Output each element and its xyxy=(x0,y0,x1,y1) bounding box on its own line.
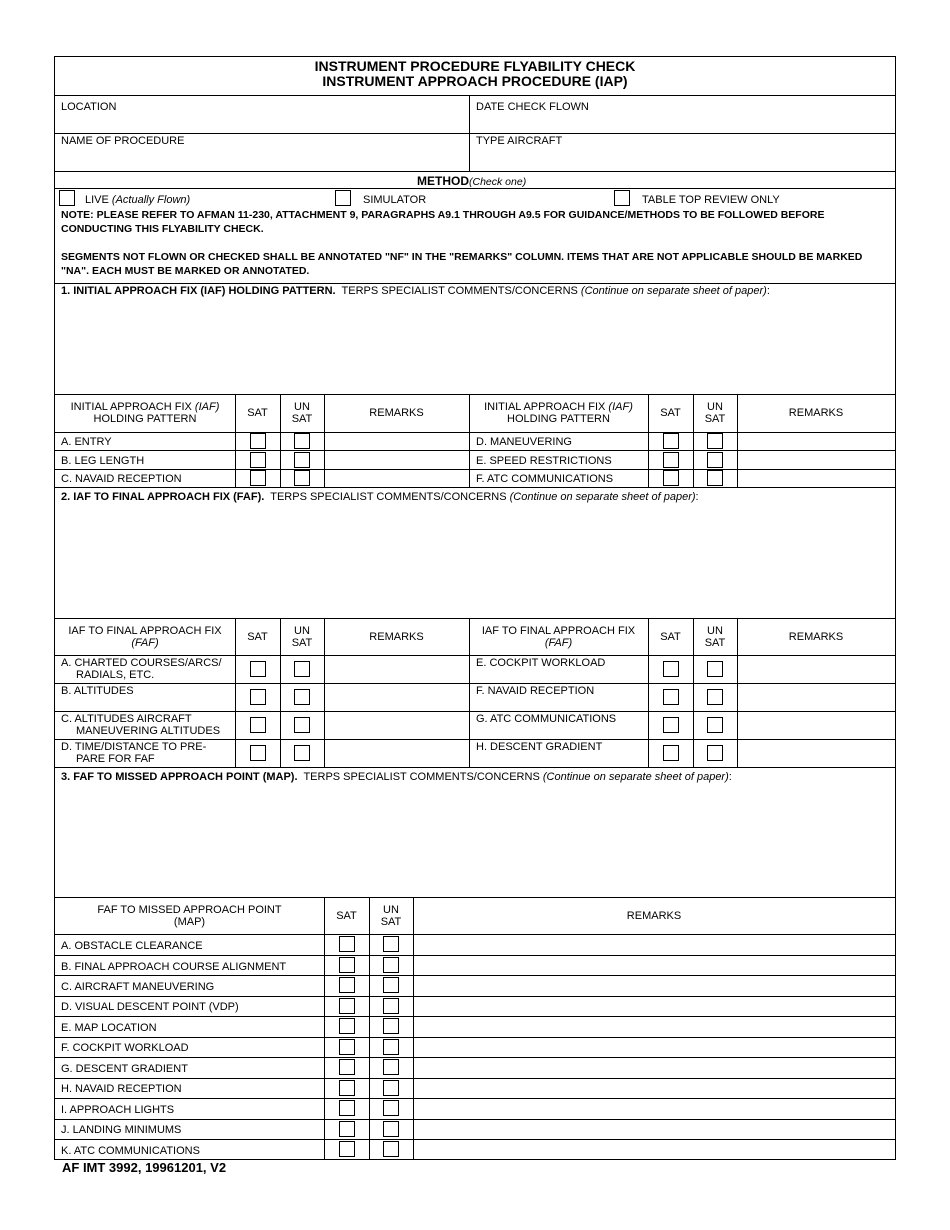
section2-col-header-left: IAF TO FINAL APPROACH FIX (FAF) xyxy=(68,624,222,649)
unsat-checkbox[interactable] xyxy=(294,717,310,733)
sat-checkbox[interactable] xyxy=(339,1100,355,1116)
table-top-label: TABLE TOP REVIEW ONLY xyxy=(642,194,780,206)
section1-heading: 1. INITIAL APPROACH FIX (IAF) HOLDING PATTERN. TERPS SPECIALIST COMMENTS/CONCERNS (Continue on separate sheet of paper): xyxy=(61,285,770,297)
date-check-flown-label: DATE CHECK FLOWN xyxy=(476,101,589,113)
sat-checkbox[interactable] xyxy=(339,1018,355,1034)
location-label: LOCATION xyxy=(61,101,117,113)
sat-checkbox[interactable] xyxy=(663,745,679,761)
list-item: B. LEG LENGTH xyxy=(61,455,145,467)
list-item: I. APPROACH LIGHTS xyxy=(61,1104,175,1116)
section1-sat-header-right: SAT xyxy=(660,407,681,419)
list-item: D. MANEUVERING xyxy=(476,436,572,448)
unsat-checkbox[interactable] xyxy=(383,1018,399,1034)
section1-sat-header-left: SAT xyxy=(247,407,268,419)
unsat-checkbox[interactable] xyxy=(383,1141,399,1157)
list-item: D. VISUAL DESCENT POINT (VDP) xyxy=(61,1001,239,1013)
unsat-checkbox[interactable] xyxy=(383,1080,399,1096)
unsat-checkbox[interactable] xyxy=(294,689,310,705)
section1-remarks-header-right: REMARKS xyxy=(788,407,844,419)
form-title: INSTRUMENT PROCEDURE FLYABILITY CHECK xyxy=(314,58,636,74)
unsat-checkbox[interactable] xyxy=(294,661,310,677)
section1-unsat-header-right: UN SAT xyxy=(704,401,726,425)
sat-checkbox[interactable] xyxy=(339,1121,355,1137)
list-item: E. COCKPIT WORKLOAD xyxy=(476,657,606,669)
list-item: E. SPEED RESTRICTIONS xyxy=(476,455,612,467)
form-subtitle: INSTRUMENT APPROACH PROCEDURE (IAP) xyxy=(322,73,628,89)
unsat-checkbox[interactable] xyxy=(294,470,310,486)
section2-sat-header-right: SAT xyxy=(660,630,681,643)
section2-remarks-header-right: REMARKS xyxy=(788,630,844,643)
form-container xyxy=(54,56,896,1160)
method-heading: METHOD(Check one) xyxy=(417,174,527,188)
sat-checkbox[interactable] xyxy=(663,433,679,449)
unsat-checkbox[interactable] xyxy=(707,745,723,761)
unsat-checkbox[interactable] xyxy=(294,745,310,761)
sat-checkbox[interactable] xyxy=(339,1080,355,1096)
unsat-checkbox[interactable] xyxy=(383,957,399,973)
live-label: LIVE (Actually Flown) xyxy=(85,194,191,206)
unsat-checkbox[interactable] xyxy=(383,1059,399,1075)
section2-remarks-header-left: REMARKS xyxy=(369,630,424,643)
sat-checkbox[interactable] xyxy=(339,1039,355,1055)
unsat-checkbox[interactable] xyxy=(294,452,310,468)
simulator-label: SIMULATOR xyxy=(363,194,427,206)
sat-checkbox[interactable] xyxy=(663,452,679,468)
unsat-checkbox[interactable] xyxy=(707,661,723,677)
sat-checkbox[interactable] xyxy=(250,433,266,449)
list-item: F. ATC COMMUNICATIONS xyxy=(476,473,614,485)
list-item: H. NAVAID RECEPTION xyxy=(61,1083,182,1095)
note-guidance: NOTE: PLEASE REFER TO AFMAN 11-230, ATTACHMENT 9, PARAGRAPHS A9.1 THROUGH A9.5 FOR GUIDANCE/METHODS TO BE FOLLOWED BEFORE CONDUCTING THIS FLYABILITY CHECK. xyxy=(61,209,825,235)
table-top-checkbox[interactable] xyxy=(614,190,630,206)
list-item: G. ATC COMMUNICATIONS xyxy=(476,713,617,725)
unsat-checkbox[interactable] xyxy=(383,1100,399,1116)
unsat-checkbox[interactable] xyxy=(383,977,399,993)
sat-checkbox[interactable] xyxy=(663,689,679,705)
list-item: C. AIRCRAFT MANEUVERING xyxy=(61,981,215,993)
list-item: B. FINAL APPROACH COURSE ALIGNMENT xyxy=(61,961,287,973)
section3-remarks-header: REMARKS xyxy=(626,909,682,922)
sat-checkbox[interactable] xyxy=(663,470,679,486)
simulator-checkbox[interactable] xyxy=(335,190,351,206)
unsat-checkbox[interactable] xyxy=(383,1121,399,1137)
section3-sat-header: SAT xyxy=(336,909,357,922)
type-aircraft-label: TYPE AIRCRAFT xyxy=(476,135,563,147)
sat-checkbox[interactable] xyxy=(339,977,355,993)
sat-checkbox[interactable] xyxy=(250,452,266,468)
sat-checkbox[interactable] xyxy=(663,717,679,733)
unsat-checkbox[interactable] xyxy=(294,433,310,449)
sat-checkbox[interactable] xyxy=(339,1141,355,1157)
section2-col-header-right: IAF TO FINAL APPROACH FIX (FAF) xyxy=(481,624,636,649)
section3-heading: 3. FAF TO MISSED APPROACH POINT (MAP). TERPS SPECIALIST COMMENTS/CONCERNS (Continue on separate sheet of paper): xyxy=(61,771,732,783)
list-item: F. COCKPIT WORKLOAD xyxy=(61,1042,189,1054)
procedure-name-label: NAME OF PROCEDURE xyxy=(61,135,185,147)
list-item: J. LANDING MINIMUMS xyxy=(61,1124,182,1136)
sat-checkbox[interactable] xyxy=(339,936,355,952)
unsat-checkbox[interactable] xyxy=(707,470,723,486)
sat-checkbox[interactable] xyxy=(339,998,355,1014)
section2-unsat-header-left: UN SAT xyxy=(291,624,313,649)
sat-checkbox[interactable] xyxy=(250,470,266,486)
unsat-checkbox[interactable] xyxy=(383,1039,399,1055)
section2-sat-header-left: SAT xyxy=(247,630,268,643)
note-annotation: SEGMENTS NOT FLOWN OR CHECKED SHALL BE ANNOTATED "NF" IN THE "REMARKS" COLUMN. ITEMS THAT ARE NOT APPLICABLE SHOULD BE MARKED "NA". EACH MUST BE MARKED OR ANNOTATED. xyxy=(61,251,863,277)
section3-col-header: FAF TO MISSED APPROACH POINT (MAP) xyxy=(97,903,282,928)
unsat-checkbox[interactable] xyxy=(707,689,723,705)
live-checkbox[interactable] xyxy=(59,190,75,206)
section1-remarks-header-left: REMARKS xyxy=(369,407,424,419)
sat-checkbox[interactable] xyxy=(250,745,266,761)
list-item: A. CHARTED COURSES/ARCS/ RADIALS, ETC. xyxy=(61,657,222,681)
list-item: H. DESCENT GRADIENT xyxy=(476,741,603,753)
list-item: D. TIME/DISTANCE TO PRE- PARE FOR FAF xyxy=(61,741,207,765)
unsat-checkbox[interactable] xyxy=(707,433,723,449)
unsat-checkbox[interactable] xyxy=(707,452,723,468)
section2-heading: 2. IAF TO FINAL APPROACH FIX (FAF). TERPS SPECIALIST COMMENTS/CONCERNS (Continue on separate sheet of paper): xyxy=(61,491,699,503)
section3-unsat-header: UN SAT xyxy=(380,903,402,928)
sat-checkbox[interactable] xyxy=(339,957,355,973)
sat-checkbox[interactable] xyxy=(339,1059,355,1075)
list-item: A. OBSTACLE CLEARANCE xyxy=(61,940,203,952)
list-item: F. NAVAID RECEPTION xyxy=(476,685,595,697)
sat-checkbox[interactable] xyxy=(663,661,679,677)
unsat-checkbox[interactable] xyxy=(707,717,723,733)
list-item: B. ALTITUDES xyxy=(61,685,134,697)
section1-col-header-left: INITIAL APPROACH FIX (IAF) HOLDING PATTERN xyxy=(70,401,220,425)
unsat-checkbox[interactable] xyxy=(383,936,399,952)
unsat-checkbox[interactable] xyxy=(383,998,399,1014)
section2-unsat-header-right: UN SAT xyxy=(704,624,726,649)
list-item: C. NAVAID RECEPTION xyxy=(61,473,182,485)
list-item: A. ENTRY xyxy=(61,436,112,448)
list-item: C. ALTITUDES AIRCRAFT MANEUVERING ALTITUDES xyxy=(61,713,221,737)
list-item: G. DESCENT GRADIENT xyxy=(61,1063,188,1075)
list-item: E. MAP LOCATION xyxy=(61,1022,157,1034)
sat-checkbox[interactable] xyxy=(250,689,266,705)
section1-col-header-right: INITIAL APPROACH FIX (IAF) HOLDING PATTERN xyxy=(484,401,633,425)
sat-checkbox[interactable] xyxy=(250,717,266,733)
sat-checkbox[interactable] xyxy=(250,661,266,677)
list-item: K. ATC COMMUNICATIONS xyxy=(61,1145,200,1157)
form-number: AF IMT 3992, 19961201, V2 xyxy=(62,1160,227,1175)
section1-unsat-header-left: UN SAT xyxy=(291,401,313,425)
